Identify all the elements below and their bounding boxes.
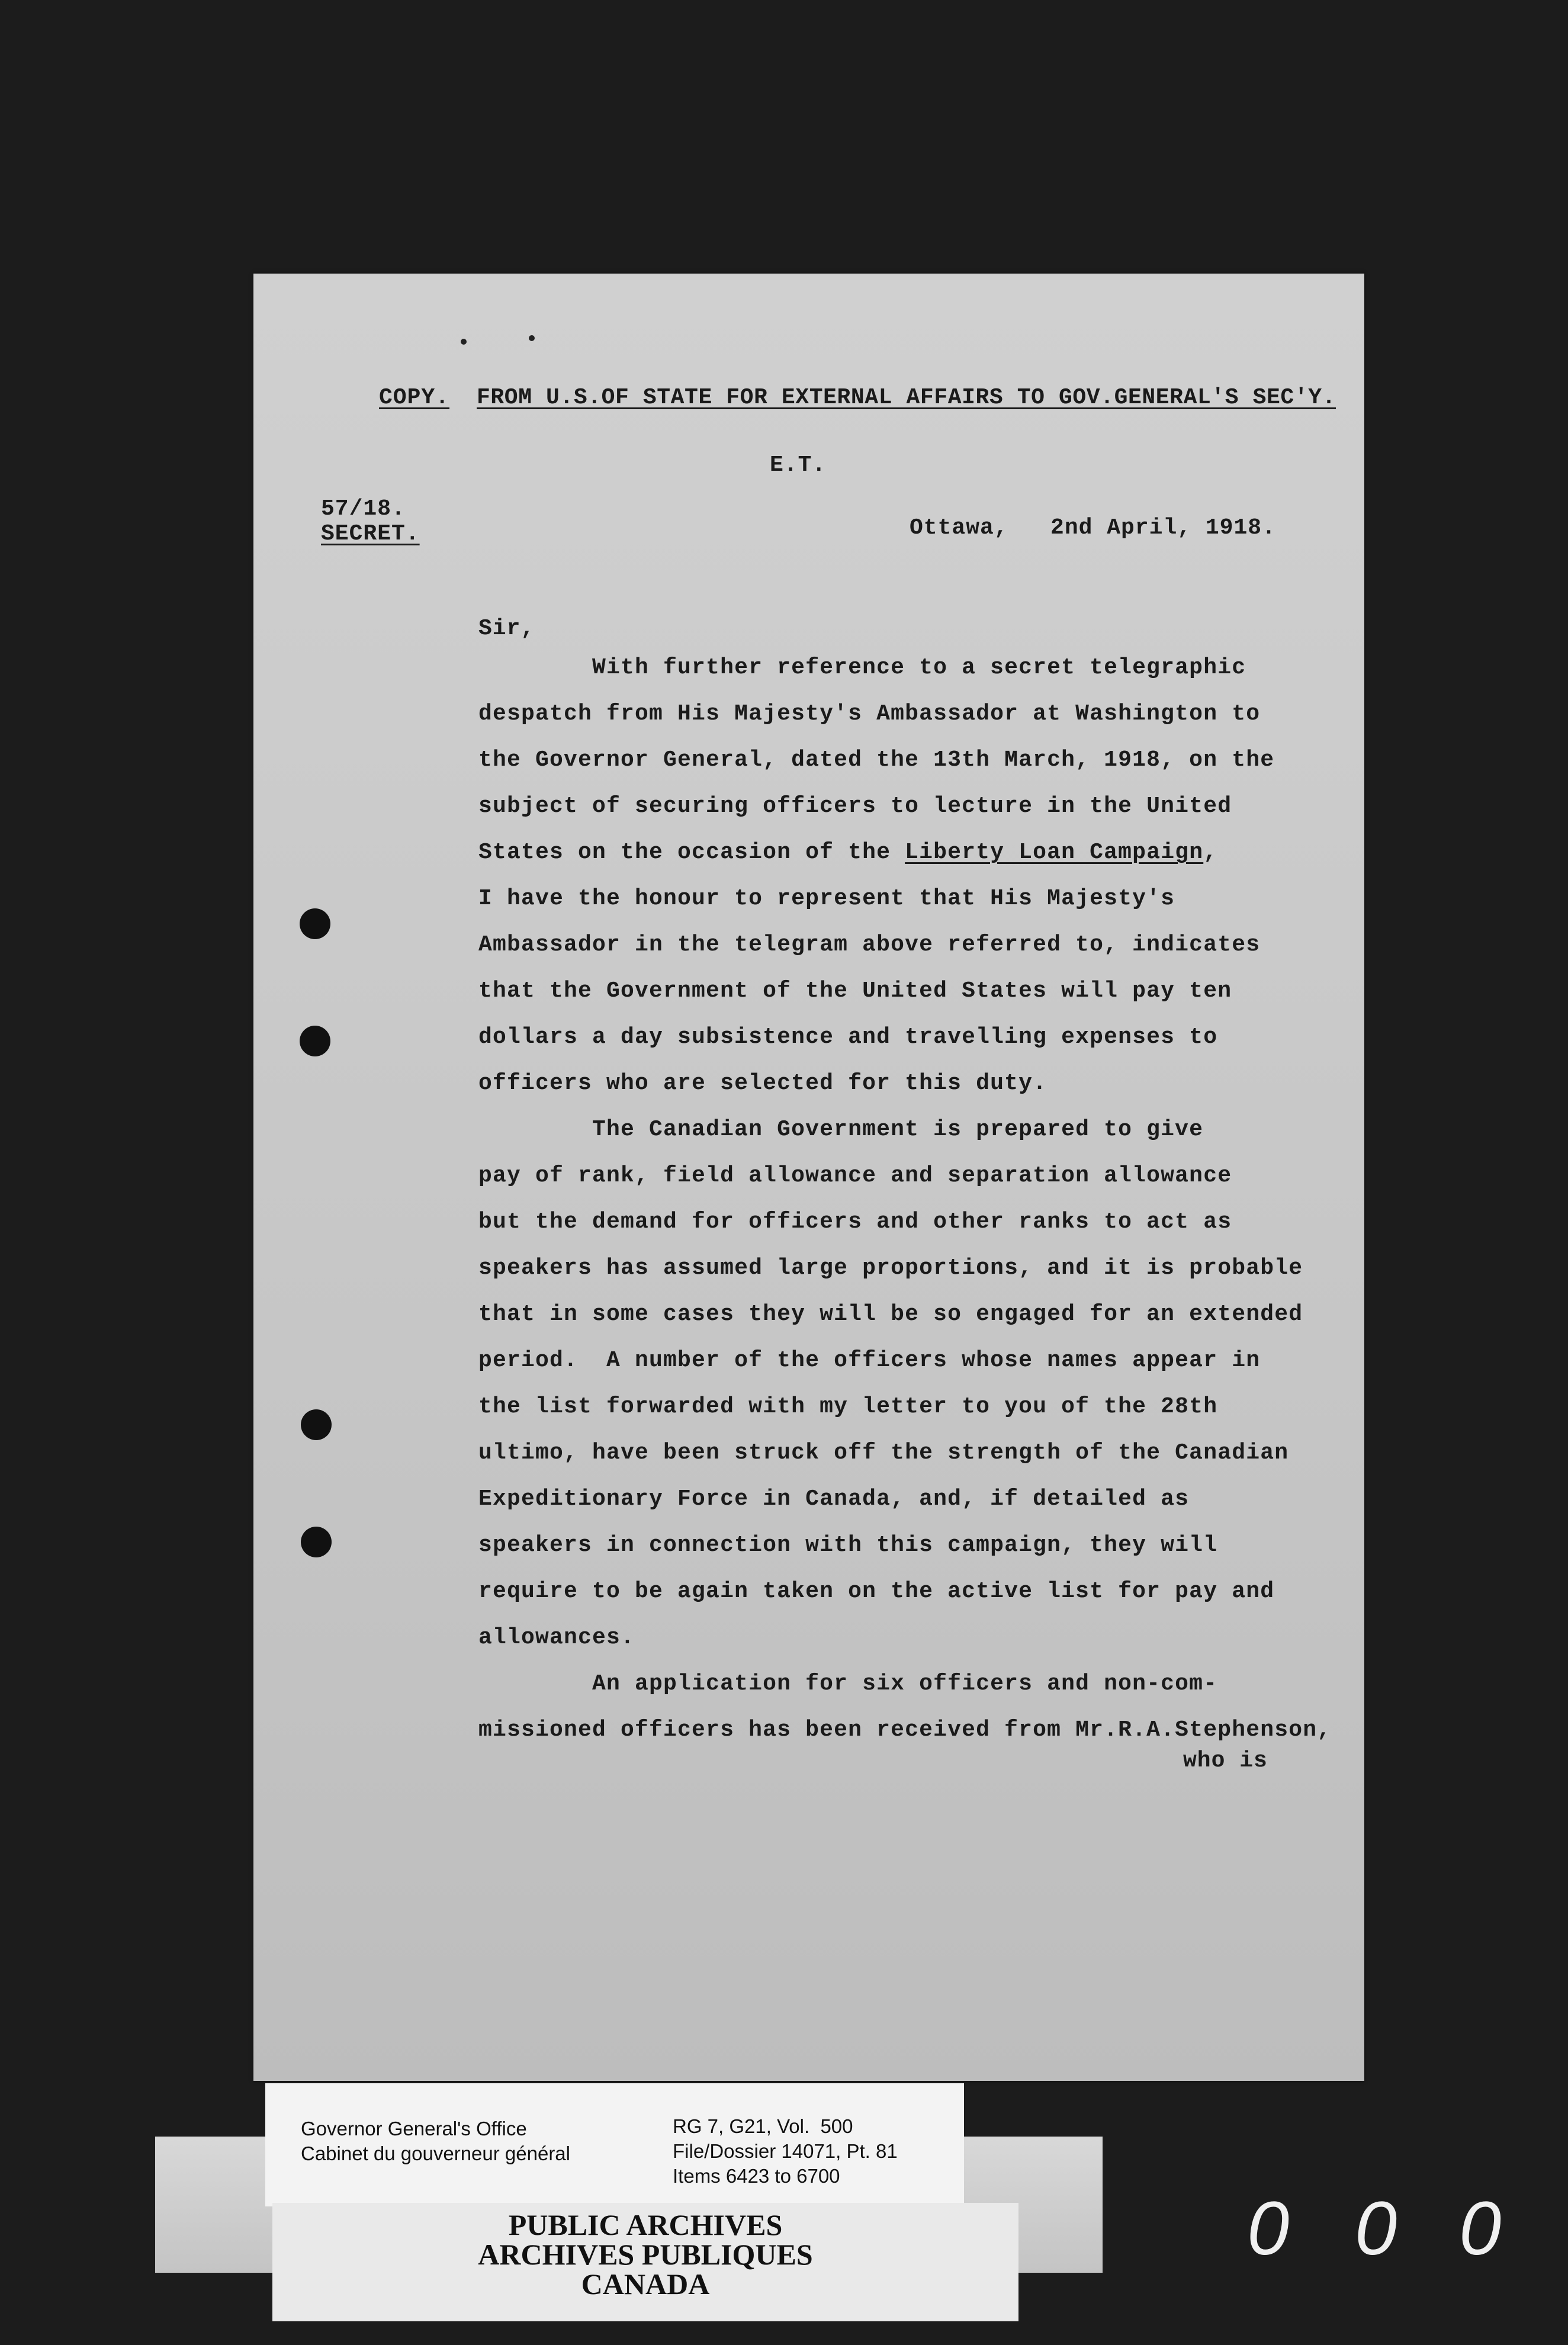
reference-number: 57/18. bbox=[321, 496, 406, 522]
body-line: missioned officers has been received from Mr.R.A.Stephenson, bbox=[478, 1717, 1332, 1743]
body-line: but the demand for officers and other ranks to act as bbox=[478, 1209, 1232, 1235]
frame-counter-digit: 0 bbox=[1459, 2186, 1502, 2271]
stamp-line-2: ARCHIVES PUBLIQUES bbox=[478, 2238, 813, 2271]
body-line: dollars a day subsistence and travelling expenses to bbox=[478, 1024, 1218, 1050]
classification: SECRET. bbox=[321, 521, 420, 547]
body-line: States on the occasion of the Liberty Loan Campaign, bbox=[478, 840, 1218, 865]
body-line: With further reference to a secret telegraphic bbox=[478, 655, 1246, 680]
body-line: The Canadian Government is prepared to give bbox=[478, 1117, 1204, 1142]
body-line: subject of securing officers to lecture in the United bbox=[478, 794, 1232, 819]
body-line: require to be again taken on the active list for pay and bbox=[478, 1579, 1275, 1604]
punch-hole bbox=[301, 1409, 332, 1440]
office-english: Governor General's Office bbox=[301, 2118, 527, 2140]
frame-counter-digit: 0 bbox=[1355, 2186, 1397, 2271]
underlined-campaign-name: Liberty Loan Campaign bbox=[905, 840, 1204, 865]
ink-speck bbox=[529, 335, 535, 341]
office-french: Cabinet du gouverneur général bbox=[301, 2142, 570, 2164]
archives-stamp bbox=[272, 2203, 1018, 2321]
punch-hole bbox=[300, 1026, 330, 1056]
ink-speck bbox=[461, 339, 467, 345]
file-dossier: File/Dossier 14071, Pt. 81 bbox=[673, 2140, 898, 2162]
body-line: officers who are selected for this duty. bbox=[478, 1071, 1048, 1096]
body-line: the Governor General, dated the 13th March, 1918, on the bbox=[478, 747, 1275, 773]
item-range: Items 6423 to 6700 bbox=[673, 2165, 840, 2187]
record-group: RG 7, G21, Vol. 500 bbox=[673, 2115, 853, 2137]
body-line: Expeditionary Force in Canada, and, if detailed as bbox=[478, 1486, 1190, 1512]
body-line: the list forwarded with my letter to you of the 28th bbox=[478, 1394, 1218, 1419]
copy-label: COPY. bbox=[379, 385, 450, 410]
body-line: despatch from His Majesty's Ambassador at Washington to bbox=[478, 701, 1261, 727]
body-line: period. A number of the officers whose names appear in bbox=[478, 1348, 1261, 1373]
frame-counter-digit: 0 bbox=[1247, 2186, 1290, 2271]
body-line: pay of rank, field allowance and separation allowance bbox=[478, 1163, 1232, 1188]
archive-label bbox=[265, 2083, 964, 2206]
body-line: An application for six officers and non-com- bbox=[478, 1671, 1218, 1697]
body-line: speakers has assumed large proportions, and it is probable bbox=[478, 1255, 1303, 1281]
dateline: Ottawa, 2nd April, 1918. bbox=[910, 515, 1276, 541]
stamp-line-3: CANADA bbox=[581, 2267, 710, 2301]
initials: E.T. bbox=[770, 452, 827, 478]
body-line: that in some cases they will be so engaged for an extended bbox=[478, 1302, 1303, 1327]
body-line: allowances. bbox=[478, 1625, 635, 1650]
stamp-line-1: PUBLIC ARCHIVES bbox=[508, 2208, 783, 2241]
document-title: FROM U.S.OF STATE FOR EXTERNAL AFFAIRS TO GOV.GENERAL'S SEC'Y. bbox=[477, 385, 1336, 410]
punch-hole bbox=[301, 1527, 332, 1557]
body-line: Ambassador in the telegram above referred to, indicates bbox=[478, 932, 1261, 958]
salutation: Sir, bbox=[478, 616, 535, 641]
body-line: ultimo, have been struck off the strength of the Canadian bbox=[478, 1440, 1289, 1466]
catchword: who is bbox=[1183, 1748, 1268, 1774]
body-line: that the Government of the United States will pay ten bbox=[478, 978, 1232, 1004]
punch-hole bbox=[300, 908, 330, 939]
body-line: I have the honour to represent that His Majesty's bbox=[478, 886, 1175, 911]
body-line: speakers in connection with this campaign, they will bbox=[478, 1533, 1218, 1558]
